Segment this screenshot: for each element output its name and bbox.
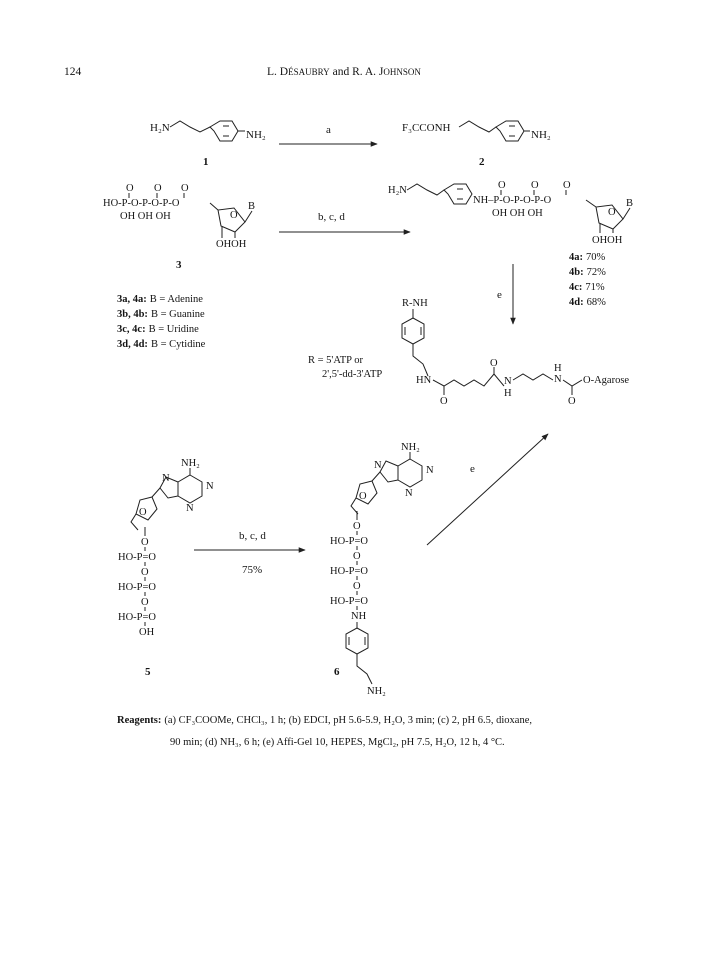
- agarose-hn: HN: [416, 375, 432, 386]
- c4-phos-oxygen-1: O: [498, 180, 506, 191]
- arrow-bcd-bottom-label: b, c, d: [239, 530, 266, 542]
- compound-1-structure: [150, 121, 266, 168]
- c6-nh2: NH₂: [401, 442, 420, 453]
- c5-p2: HO-P=O: [118, 582, 157, 593]
- agarose-n: N: [504, 376, 512, 387]
- c6-p1: HO-P=O: [330, 536, 369, 547]
- arrow-a-label: a: [326, 124, 331, 136]
- c4-diol: OHOH: [592, 235, 623, 246]
- c5-ring-oxygen: O: [139, 507, 147, 518]
- c3-phosphate-chain: HO-P-O-P-O-P-O: [103, 198, 180, 209]
- c5-o1: O: [141, 537, 149, 548]
- c4-ring-oxygen: O: [608, 207, 616, 218]
- page-number: 124: [64, 66, 82, 78]
- c2-aniline-label: NH₂: [531, 129, 551, 141]
- c1-amine-label: H₂N: [150, 122, 170, 134]
- arrow-bcd-top-label: b, c, d: [318, 211, 345, 223]
- reagents-line-2: 90 min; (d) NH₃, 6 h; (e) Affi-Gel 10, HEPES, MgCl₂, pH 7.5, H₂O, 12 h, 4 °C.: [170, 737, 505, 748]
- agarose-n2: N: [554, 374, 562, 385]
- compound-4-structure: [388, 180, 633, 246]
- agarose-h: H: [504, 388, 512, 399]
- compound-5-number: 5: [145, 666, 151, 678]
- yield-row: 4b: 72%: [569, 267, 606, 278]
- compound-5-structure: [118, 458, 214, 678]
- agarose-terminal: O-Agarose: [583, 375, 630, 386]
- c5-purine-n: N: [162, 473, 170, 484]
- compound-6-structure: [330, 442, 434, 697]
- c5-o2: O: [141, 567, 149, 578]
- c5-purine-n: N: [186, 503, 194, 514]
- compound-3-structure: [103, 183, 255, 271]
- c3-diol: OHOH: [216, 239, 247, 250]
- c3-phos-oxygen-1: O: [126, 183, 134, 194]
- c3-hydroxyls: OH OH OH: [120, 211, 171, 222]
- c5-purine-n: N: [206, 481, 214, 492]
- agarose-r-definition-2: 2',5'-dd-3'ATP: [322, 369, 383, 380]
- c4-phos-oxygen-2: O: [531, 180, 539, 191]
- c5-o3: O: [141, 597, 149, 608]
- c3-base: B: [248, 201, 256, 212]
- c6-o2: O: [353, 551, 361, 562]
- yield-list: [569, 252, 606, 308]
- c5-nh2: NH₂: [181, 458, 200, 469]
- agarose-rnh: R-NH: [402, 298, 428, 309]
- arrow-e-diagonal-label: e: [470, 463, 475, 475]
- c6-purine-n: N: [374, 460, 382, 471]
- c1-aniline-label: NH₂: [246, 129, 266, 141]
- running-head: L. DÉSAUBRY and R. A. JOHNSON: [267, 66, 421, 78]
- c4-base: B: [626, 198, 634, 209]
- c5-oh: OH: [139, 627, 155, 638]
- arrow-e-down-label: e: [497, 289, 502, 301]
- c6-o3: O: [353, 581, 361, 592]
- legend-row: 3a, 4a: B = Adenine: [117, 294, 203, 305]
- legend-row: 3c, 4c: B = Uridine: [117, 324, 199, 335]
- agarose-conjugate-structure: [308, 298, 629, 407]
- yield-row: 4a: 70%: [569, 252, 606, 263]
- agarose-oxygen-2: O: [490, 358, 498, 369]
- c6-nh2-tail: NH₂: [367, 686, 386, 697]
- c4-phosphate-chain: NH–P-O-P-O-P-O: [473, 195, 552, 206]
- c6-ring-oxygen: O: [359, 491, 367, 502]
- c3-phos-oxygen-3: O: [181, 183, 189, 194]
- c4-hydroxyls: OH OH OH: [492, 208, 543, 219]
- c6-purine-n: N: [405, 488, 413, 499]
- c6-p2: HO-P=O: [330, 566, 369, 577]
- c6-o1: O: [353, 521, 361, 532]
- compound-3-number: 3: [176, 259, 182, 271]
- agarose-oxygen-1: O: [440, 396, 448, 407]
- agarose-h2: H: [554, 363, 562, 374]
- c4-phos-oxygen-3: O: [563, 180, 571, 191]
- compound-1-number: 1: [203, 156, 209, 168]
- c4-amine-label: H₂N: [388, 185, 407, 196]
- c5-p1: HO-P=O: [118, 552, 157, 563]
- c6-purine-n: N: [426, 465, 434, 476]
- legend-row: 3d, 4d: B = Cytidine: [117, 339, 206, 350]
- compound-2-structure: [402, 121, 551, 168]
- yield-row: 4d: 68%: [569, 297, 606, 308]
- reagents-line-1: Reagents: (a) CF₃COOMe, CHCl₃, 1 h; (b) EDCI, pH 5.6-5.9, H₂O, 3 min; (c) 2, pH 6.5, dioxane,: [117, 715, 532, 726]
- arrow-e-diagonal: [427, 434, 548, 545]
- legend-row: 3b, 4b: B = Guanine: [117, 309, 205, 320]
- c3-ring-oxygen: O: [230, 210, 238, 221]
- compound-2-number: 2: [479, 156, 485, 168]
- arrow-bcd-bottom-yield: 75%: [242, 564, 263, 576]
- c5-p3: HO-P=O: [118, 612, 157, 623]
- c2-group-label: F₃CCONH: [402, 122, 451, 134]
- c3-phos-oxygen-2: O: [154, 183, 162, 194]
- agarose-oxygen-3: O: [568, 396, 576, 407]
- base-legend: [117, 294, 206, 350]
- agarose-r-definition-1: R = 5'ATP or: [308, 355, 363, 366]
- compound-6-number: 6: [334, 666, 340, 678]
- c6-nh: NH: [351, 611, 367, 622]
- c6-p3: HO-P=O: [330, 596, 369, 607]
- yield-row: 4c: 71%: [569, 282, 605, 293]
